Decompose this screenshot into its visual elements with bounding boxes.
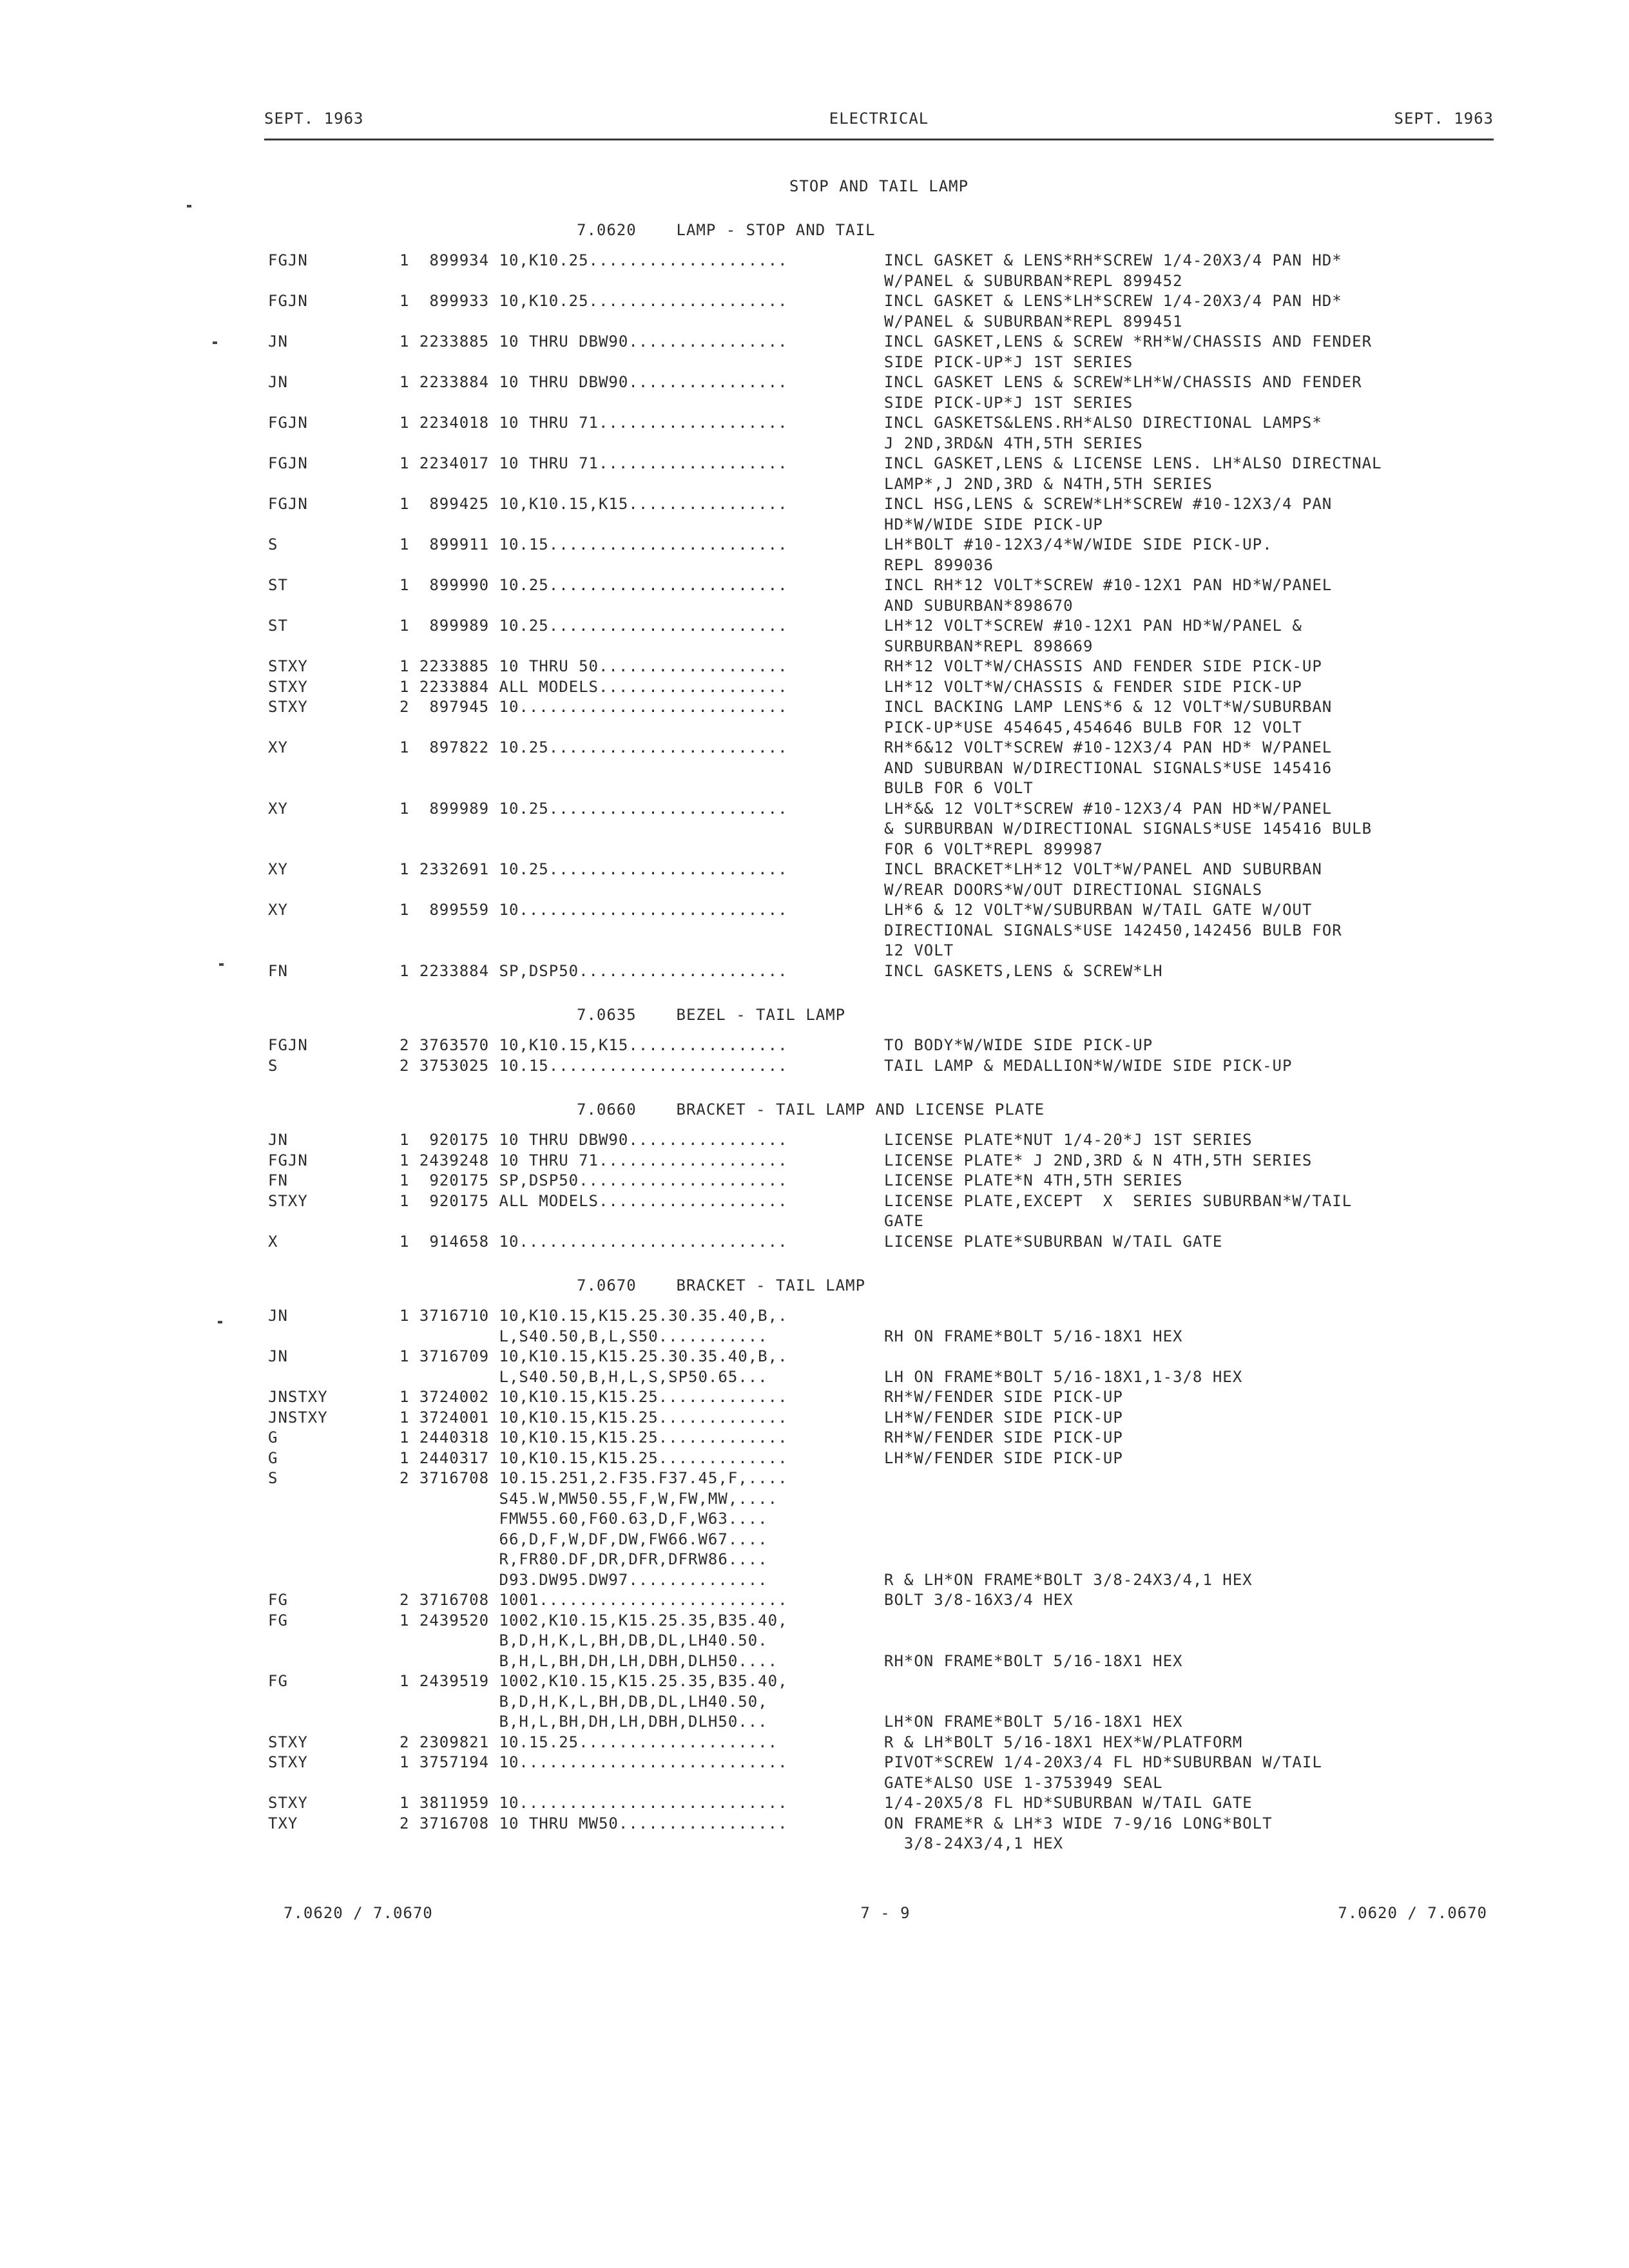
part-description: INCL GASKET & LENS*LH*SCREW 1/4-20X3/4 PAN HD* <box>884 292 1342 310</box>
part-line <box>0 1590 1629 1611</box>
part-number-application: 1 2233884 SP,DSP50..................... <box>400 961 788 980</box>
part-description: INCL GASKETS,LENS & SCREW*LH <box>884 961 1163 980</box>
part-entry <box>0 1611 1629 1672</box>
part-number-application: 1 920175 ALL MODELS................... <box>400 1191 788 1210</box>
part-entry <box>0 738 1629 799</box>
part-description: LH*W/FENDER SIDE PICK-UP <box>884 1448 1123 1467</box>
model-code: TXY <box>268 1814 298 1832</box>
part-description: SIDE PICK-UP*J 1ST SERIES <box>884 352 1133 371</box>
part-entry <box>0 1753 1629 1793</box>
part-number-application: 1 3724001 10,K10.15,K15.25............. <box>400 1408 788 1427</box>
model-code: FGJN <box>268 414 308 432</box>
part-description: FOR 6 VOLT*REPL 899987 <box>884 840 1103 858</box>
part-entry <box>0 1130 1629 1151</box>
scan-mark <box>218 1321 222 1323</box>
part-number-application: S45.W,MW50.55,F,W,FW,MW,.... <box>400 1489 778 1508</box>
part-description: INCL GASKET & LENS*RH*SCREW 1/4-20X3/4 PAN HD* <box>884 251 1342 269</box>
section-title: 7.0670 BRACKET - TAIL LAMP <box>577 1276 866 1294</box>
part-line <box>0 372 1629 393</box>
part-number-application: 1 2234017 10 THRU 71................... <box>400 454 788 472</box>
model-code: STXY <box>268 677 308 696</box>
footer-range-left: 7.0620 / 7.0670 <box>284 1904 433 1922</box>
part-line <box>0 1692 1629 1713</box>
part-line <box>0 494 1629 515</box>
model-code: JNSTXY <box>268 1408 328 1427</box>
part-number-application: 1 914658 10........................... <box>400 1232 788 1251</box>
model-code: XY <box>268 901 288 919</box>
part-number-application: 2 3753025 10.15........................ <box>400 1056 788 1075</box>
part-line <box>0 880 1629 901</box>
model-code: STXY <box>268 1794 308 1812</box>
part-entry <box>0 1035 1629 1056</box>
part-number-application: 1 2233884 10 THRU DBW90................ <box>400 373 788 391</box>
part-line <box>0 738 1629 758</box>
part-number-application: 1 3811959 10........................... <box>400 1794 788 1812</box>
part-entry <box>0 1590 1629 1611</box>
model-code: FGJN <box>268 454 308 472</box>
part-line <box>0 840 1629 860</box>
part-number-application: B,D,H,K,L,BH,DB,DL,LH40.50. <box>400 1631 768 1649</box>
part-description: GATE <box>884 1212 924 1230</box>
part-description: PICK-UP*USE 454645,454646 BULB FOR 12 VOLT <box>884 718 1302 736</box>
model-code: FGJN <box>268 495 308 513</box>
scan-mark <box>213 341 217 344</box>
page-footer <box>284 1904 1487 1930</box>
model-code: JN <box>268 332 288 351</box>
part-entry <box>0 1056 1629 1077</box>
part-line <box>0 718 1629 738</box>
part-description: INCL RH*12 VOLT*SCREW #10-12X1 PAN HD*W/PANEL <box>884 576 1333 594</box>
part-description: 1/4-20X5/8 FL HD*SUBURBAN W/TAIL GATE <box>884 1794 1253 1812</box>
part-number-application: R,FR80.DF,DR,DFR,DFRW86.... <box>400 1550 768 1568</box>
part-line <box>0 637 1629 657</box>
part-entry <box>0 1306 1629 1347</box>
part-line <box>0 1130 1629 1151</box>
part-entry <box>0 657 1629 677</box>
part-description: LICENSE PLATE*NUT 1/4-20*J 1ST SERIES <box>884 1131 1253 1149</box>
part-description: TO BODY*W/WIDE SIDE PICK-UP <box>884 1036 1153 1054</box>
part-entry <box>0 535 1629 575</box>
part-description: W/REAR DOORS*W/OUT DIRECTIONAL SIGNALS <box>884 880 1263 899</box>
part-line <box>0 1367 1629 1388</box>
part-entry <box>0 372 1629 413</box>
part-description: ON FRAME*R & LH*3 WIDE 7-9/16 LONG*BOLT <box>884 1814 1273 1832</box>
part-description: GATE*ALSO USE 1-3753949 SEAL <box>884 1773 1163 1792</box>
part-number-application: B,H,L,BH,DH,LH,DBH,DLH50.... <box>400 1651 778 1670</box>
part-line <box>0 352 1629 373</box>
part-entry <box>0 677 1629 698</box>
model-code: FGJN <box>268 1151 308 1169</box>
part-number-application: 1 3757194 10........................... <box>400 1753 788 1771</box>
part-line <box>0 515 1629 535</box>
page-header <box>264 110 1494 135</box>
part-description: W/PANEL & SUBURBAN*REPL 899451 <box>884 312 1183 331</box>
part-line <box>0 921 1629 941</box>
part-line <box>0 1489 1629 1510</box>
model-code: STXY <box>268 1753 308 1771</box>
part-line <box>0 291 1629 312</box>
part-line <box>0 1509 1629 1530</box>
part-line <box>0 961 1629 982</box>
part-description: RH*12 VOLT*W/CHASSIS AND FENDER SIDE PICK-UP <box>884 657 1322 675</box>
section-title: 7.0620 LAMP - STOP AND TAIL <box>577 221 876 239</box>
part-line <box>0 1611 1629 1631</box>
header-date-left: SEPT. 1963 <box>264 110 364 128</box>
part-description: REPL 899036 <box>884 555 994 574</box>
part-entry <box>0 1671 1629 1733</box>
model-code: FN <box>268 961 288 980</box>
part-entry <box>0 1408 1629 1428</box>
part-line <box>0 1327 1629 1347</box>
part-entry <box>0 413 1629 454</box>
part-entry <box>0 1151 1629 1171</box>
part-entry <box>0 1733 1629 1753</box>
section-title: 7.0635 BEZEL - TAIL LAMP <box>577 1006 846 1024</box>
part-line <box>0 900 1629 921</box>
model-code: XY <box>268 738 288 756</box>
part-number-application: 1 3724002 10,K10.15,K15.25............. <box>400 1388 788 1406</box>
part-line <box>0 1056 1629 1077</box>
part-description: LICENSE PLATE,EXCEPT X SERIES SUBURBAN*W/TAIL <box>884 1191 1353 1210</box>
part-description: R & LH*ON FRAME*BOLT 3/8-24X3/4,1 HEX <box>884 1570 1253 1589</box>
part-line <box>0 941 1629 961</box>
part-number-application: 66,D,F,W,DF,DW,FW66.W67.... <box>400 1530 768 1548</box>
header-date-right: SEPT. 1963 <box>1394 110 1494 128</box>
part-line <box>0 1387 1629 1408</box>
model-code: JNSTXY <box>268 1388 328 1406</box>
part-line <box>0 677 1629 698</box>
part-description: LH*12 VOLT*W/CHASSIS & FENDER SIDE PICK-UP <box>884 677 1302 696</box>
part-number-application: 1 899911 10.15........................ <box>400 535 788 553</box>
part-line <box>0 1814 1629 1834</box>
page-title: STOP AND TAIL LAMP <box>789 177 969 195</box>
part-entry <box>0 575 1629 616</box>
part-description: LH*12 VOLT*SCREW #10-12X1 PAN HD*W/PANEL & <box>884 617 1302 635</box>
part-entry <box>0 1232 1629 1253</box>
part-line <box>0 1035 1629 1056</box>
part-description: RH*W/FENDER SIDE PICK-UP <box>884 1428 1123 1446</box>
model-code: FN <box>268 1171 288 1189</box>
part-line <box>0 393 1629 414</box>
model-code: X <box>268 1232 278 1251</box>
part-number-application: 1 899934 10,K10.25.................... <box>400 251 788 269</box>
part-entry <box>0 900 1629 961</box>
model-code: FGJN <box>268 1036 308 1054</box>
page-title-wrap <box>0 177 1629 195</box>
part-number-application: 1 3716709 10,K10.15,K15.25.30.35.40,B,. <box>400 1347 788 1365</box>
part-line <box>0 1428 1629 1448</box>
model-code: STXY <box>268 657 308 675</box>
part-entry <box>0 1793 1629 1814</box>
model-code: FGJN <box>268 251 308 269</box>
model-code: STXY <box>268 1191 308 1210</box>
footer-page-number: 7 - 9 <box>860 1904 911 1922</box>
part-line <box>0 555 1629 576</box>
part-description: LH*&& 12 VOLT*SCREW #10-12X3/4 PAN HD*W/PANEL <box>884 799 1333 818</box>
part-entry <box>0 697 1629 738</box>
part-line <box>0 1151 1629 1171</box>
part-description: RH*6&12 VOLT*SCREW #10-12X3/4 PAN HD* W/PANEL <box>884 738 1333 756</box>
part-line <box>0 778 1629 799</box>
part-description: RH*W/FENDER SIDE PICK-UP <box>884 1388 1123 1406</box>
part-line <box>0 1306 1629 1327</box>
part-line <box>0 1347 1629 1367</box>
part-line <box>0 1448 1629 1469</box>
part-number-application: 1 899425 10,K10.15,K15................ <box>400 495 788 513</box>
part-description: INCL GASKETS&LENS.RH*ALSO DIRECTIONAL LAMPS* <box>884 414 1322 432</box>
header-section: ELECTRICAL <box>829 110 929 128</box>
part-number-application: 1 899990 10.25........................ <box>400 576 788 594</box>
part-line <box>0 1232 1629 1253</box>
part-description: INCL BACKING LAMP LENS*6 & 12 VOLT*W/SUBURBAN <box>884 698 1333 716</box>
part-number-application: 1 2439248 10 THRU 71................... <box>400 1151 788 1169</box>
part-description: INCL BRACKET*LH*12 VOLT*W/PANEL AND SUBURBAN <box>884 860 1322 878</box>
part-number-application: 1 2439519 1002,K10.15,K15.25.35,B35.40, <box>400 1672 788 1690</box>
part-description: TAIL LAMP & MEDALLION*W/WIDE SIDE PICK-UP <box>884 1056 1293 1075</box>
part-entry <box>0 860 1629 900</box>
model-code: FGJN <box>268 292 308 310</box>
part-description: SIDE PICK-UP*J 1ST SERIES <box>884 393 1133 412</box>
part-entry <box>0 1347 1629 1387</box>
model-code: FG <box>268 1591 288 1609</box>
part-number-application: 2 2309821 10.15.25.................... <box>400 1733 778 1751</box>
part-number-application: 1 2233884 ALL MODELS................... <box>400 677 788 696</box>
part-entry <box>0 494 1629 535</box>
part-line <box>0 1530 1629 1550</box>
part-number-application: L,S40.50,B,H,L,S,SP50.65... <box>400 1367 768 1386</box>
section-spacer <box>0 981 1629 994</box>
part-number-application: 1 2234018 10 THRU 71................... <box>400 414 788 432</box>
part-line <box>0 1570 1629 1591</box>
model-code: STXY <box>268 1733 308 1751</box>
part-line <box>0 860 1629 880</box>
part-line <box>0 1712 1629 1733</box>
part-description: LH*ON FRAME*BOLT 5/16-18X1 HEX <box>884 1713 1183 1731</box>
part-description: INCL HSG,LENS & SCREW*LH*SCREW #10-12X3/4 PAN <box>884 495 1333 513</box>
part-line <box>0 271 1629 292</box>
section-spacer <box>0 1252 1629 1265</box>
part-number-application: 1 2439520 1002,K10.15,K15.25.35,B35.40, <box>400 1611 788 1629</box>
part-number-application: 2 3716708 10.15.251,2.F35.F37.45,F,.... <box>400 1469 788 1487</box>
part-line <box>0 251 1629 271</box>
part-line <box>0 819 1629 840</box>
part-entry <box>0 1428 1629 1448</box>
part-entry <box>0 454 1629 494</box>
section-title: 7.0660 BRACKET - TAIL LAMP AND LICENSE PLATE <box>577 1100 1045 1119</box>
part-description: LH ON FRAME*BOLT 5/16-18X1,1-3/8 HEX <box>884 1367 1243 1386</box>
part-number-application: 1 2233885 10 THRU 50................... <box>400 657 788 675</box>
part-line <box>0 1408 1629 1428</box>
part-description: LH*W/FENDER SIDE PICK-UP <box>884 1408 1123 1427</box>
part-description: LICENSE PLATE*N 4TH,5TH SERIES <box>884 1171 1183 1189</box>
part-entry <box>0 961 1629 982</box>
part-line <box>0 657 1629 677</box>
part-entry <box>0 616 1629 657</box>
part-number-application: 1 920175 10 THRU DBW90................ <box>400 1131 788 1149</box>
part-number-application: 1 2332691 10.25........................ <box>400 860 788 878</box>
part-description: LAMP*,J 2ND,3RD & N4TH,5TH SERIES <box>884 474 1213 493</box>
part-description: RH ON FRAME*BOLT 5/16-18X1 HEX <box>884 1327 1183 1345</box>
model-code: G <box>268 1428 278 1446</box>
part-description: 12 VOLT <box>884 941 954 959</box>
model-code: FG <box>268 1611 288 1629</box>
section-spacer <box>0 1076 1629 1089</box>
model-code: JN <box>268 1131 288 1149</box>
section-spacer <box>0 1854 1629 1867</box>
part-line <box>0 1753 1629 1773</box>
part-entry <box>0 799 1629 860</box>
model-code: XY <box>268 860 288 878</box>
model-code: JN <box>268 1307 288 1325</box>
model-code: STXY <box>268 698 308 716</box>
part-number-application: 1 899989 10.25........................ <box>400 617 788 635</box>
part-line <box>0 697 1629 718</box>
model-code: JN <box>268 373 288 391</box>
part-line <box>0 332 1629 352</box>
part-line <box>0 1671 1629 1692</box>
model-code: FG <box>268 1672 288 1690</box>
part-description: AND SUBURBAN W/DIRECTIONAL SIGNALS*USE 145416 <box>884 758 1333 777</box>
footer-range-right: 7.0620 / 7.0670 <box>1338 1904 1487 1922</box>
part-entry <box>0 332 1629 372</box>
part-line <box>0 1211 1629 1232</box>
part-line <box>0 758 1629 779</box>
part-description: LH*6 & 12 VOLT*W/SUBURBAN W/TAIL GATE W/OUT <box>884 901 1313 919</box>
part-line <box>0 596 1629 617</box>
part-line <box>0 575 1629 596</box>
part-description: LH*BOLT #10-12X3/4*W/WIDE SIDE PICK-UP. <box>884 535 1273 553</box>
part-description: SURBURBAN*REPL 898669 <box>884 637 1094 655</box>
part-description: 3/8-24X3/4,1 HEX <box>884 1834 1064 1852</box>
part-number-application: 2 897945 10........................... <box>400 698 788 716</box>
part-description: HD*W/WIDE SIDE PICK-UP <box>884 515 1103 533</box>
part-description: AND SUBURBAN*898670 <box>884 596 1074 615</box>
model-code: ST <box>268 617 288 635</box>
model-code: S <box>268 1056 278 1075</box>
part-line <box>0 799 1629 820</box>
model-code: G <box>268 1448 278 1467</box>
part-description: INCL GASKET,LENS & SCREW *RH*W/CHASSIS AND FENDER <box>884 332 1373 351</box>
part-entry <box>0 291 1629 332</box>
part-line <box>0 312 1629 332</box>
part-line <box>0 454 1629 474</box>
part-number-application: 1 2440317 10,K10.15,K15.25............. <box>400 1448 788 1467</box>
part-entry <box>0 1387 1629 1408</box>
part-line <box>0 1550 1629 1570</box>
part-number-application: 1 920175 SP,DSP50..................... <box>400 1171 788 1189</box>
model-code: ST <box>268 576 288 594</box>
part-line <box>0 535 1629 555</box>
part-line <box>0 1834 1629 1854</box>
part-line <box>0 1733 1629 1753</box>
part-description: PIVOT*SCREW 1/4-20X3/4 FL HD*SUBURBAN W/TAIL <box>884 1753 1322 1771</box>
part-number-application: B,D,H,K,L,BH,DB,DL,LH40.50, <box>400 1692 768 1711</box>
part-description: & SURBURBAN W/DIRECTIONAL SIGNALS*USE 145416 BULB <box>884 820 1373 838</box>
part-line <box>0 1651 1629 1672</box>
part-number-application: 1 899933 10,K10.25.................... <box>400 292 788 310</box>
part-description: LICENSE PLATE*SUBURBAN W/TAIL GATE <box>884 1232 1223 1251</box>
part-description: R & LH*BOLT 5/16-18X1 HEX*W/PLATFORM <box>884 1733 1243 1751</box>
part-entry <box>0 1814 1629 1854</box>
part-entry <box>0 1171 1629 1191</box>
part-line <box>0 1468 1629 1489</box>
part-description: DIRECTIONAL SIGNALS*USE 142450,142456 BULB FOR <box>884 921 1342 939</box>
part-description: LICENSE PLATE* J 2ND,3RD & N 4TH,5TH SERIES <box>884 1151 1313 1169</box>
part-line <box>0 1171 1629 1191</box>
part-entry <box>0 1191 1629 1232</box>
part-entry <box>0 1468 1629 1590</box>
part-number-application: 2 3716708 1001......................... <box>400 1591 788 1609</box>
part-number-application: 1 897822 10.25........................ <box>400 738 788 756</box>
header-rule <box>264 139 1494 140</box>
part-line <box>0 616 1629 637</box>
scan-mark <box>219 963 224 966</box>
model-code: S <box>268 1469 278 1487</box>
part-number-application: B,H,L,BH,DH,LH,DBH,DLH50... <box>400 1713 768 1731</box>
part-description: BULB FOR 6 VOLT <box>884 779 1034 797</box>
part-number-application: 2 3763570 10,K10.15,K15................ <box>400 1036 788 1054</box>
part-line <box>0 1773 1629 1794</box>
part-number-application: 1 899559 10........................... <box>400 901 788 919</box>
model-code: JN <box>268 1347 288 1365</box>
part-line <box>0 1631 1629 1651</box>
part-description: J 2ND,3RD&N 4TH,5TH SERIES <box>884 434 1143 452</box>
part-line <box>0 1191 1629 1212</box>
part-description: W/PANEL & SUBURBAN*REPL 899452 <box>884 271 1183 290</box>
parts-list <box>0 209 1629 1867</box>
part-number-application: 1 2233885 10 THRU DBW90................ <box>400 332 788 351</box>
part-number-application: FMW55.60,F60.63,D,F,W63.... <box>400 1510 768 1528</box>
part-description: RH*ON FRAME*BOLT 5/16-18X1 HEX <box>884 1651 1183 1670</box>
part-number-application: 2 3716708 10 THRU MW50................. <box>400 1814 788 1832</box>
part-entry <box>0 251 1629 291</box>
part-description: BOLT 3/8-16X3/4 HEX <box>884 1591 1074 1609</box>
part-line <box>0 474 1629 495</box>
part-line <box>0 413 1629 434</box>
part-number-application: L,S40.50,B,L,S50........... <box>400 1327 768 1345</box>
model-code: S <box>268 535 278 553</box>
model-code: XY <box>268 799 288 818</box>
part-number-application: 1 2440318 10,K10.15,K15.25............. <box>400 1428 788 1446</box>
part-description: INCL GASKET,LENS & LICENSE LENS. LH*ALSO DIRECTNAL <box>884 454 1382 472</box>
part-line <box>0 1793 1629 1814</box>
part-line <box>0 434 1629 454</box>
scan-mark <box>187 205 191 207</box>
part-number-application: 1 899989 10.25........................ <box>400 799 788 818</box>
part-description: INCL GASKET LENS & SCREW*LH*W/CHASSIS AND FENDER <box>884 373 1362 391</box>
part-entry <box>0 1448 1629 1469</box>
part-number-application: 1 3716710 10,K10.15,K15.25.30.35.40,B,. <box>400 1307 788 1325</box>
part-number-application: D93.DW95.DW97.............. <box>400 1570 768 1589</box>
